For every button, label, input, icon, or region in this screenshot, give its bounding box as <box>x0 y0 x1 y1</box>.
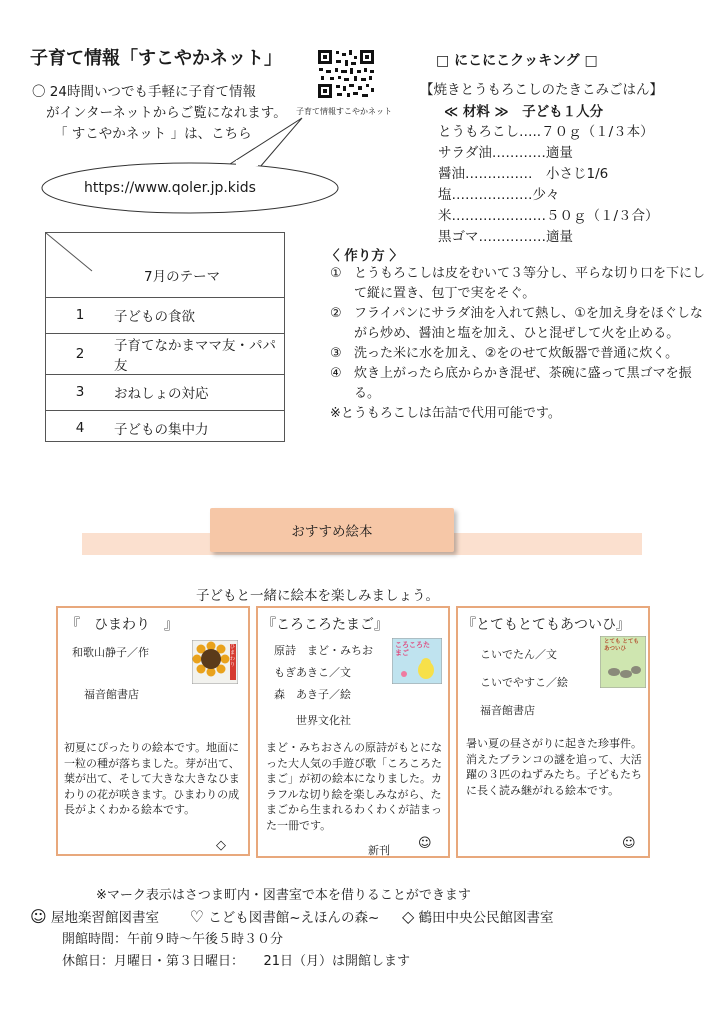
theme-num: 3 <box>46 374 114 410</box>
step-number: ③ <box>330 346 342 361</box>
step-text: 炊き上がったら底からかき混ぜ、茶碗に盛って黒ゴマを振る。 <box>354 366 692 401</box>
smiley-mark-icon: ☺ <box>622 836 636 851</box>
ingredient-item: 塩………………少々 <box>438 187 560 203</box>
book-description: 初夏にぴったりの絵本です。地面に一粒の種が落ちました。芽が出て、葉が出て、そして大きな大きなひまわりの花が咲きます。ひまわりの成長がよくわかる絵本です。 <box>64 741 240 816</box>
book-credit: 福音館書店 <box>84 688 139 701</box>
cooking-note: ※とうもろこしは缶詰で代用可能です。 <box>330 406 561 421</box>
steps-heading: 〈 作り方 〉 <box>326 248 403 264</box>
book-credit: 世界文化社 <box>296 714 351 727</box>
book-card-atsui[interactable] <box>456 606 650 858</box>
book-credit: もぎあきこ／文 <box>274 666 351 679</box>
library-name: こども図書館~えほんの森~ <box>208 910 380 926</box>
library-name: 鶴田中央公民館図書室 <box>418 910 554 926</box>
theme-label: 子どもの食欲 <box>114 297 284 333</box>
step-text: とうもろこしは皮をむいて３等分し、平らな切り口を下にして縦に置き、包丁で実をそぐ。 <box>354 266 706 301</box>
ingredient-list <box>438 122 659 248</box>
theme-table <box>45 232 285 442</box>
ingredient-item: とうもろこし…..７０ｇ（１/３本） <box>438 124 654 140</box>
step-item <box>326 304 706 344</box>
book-credit: 森 あき子／絵 <box>274 688 351 701</box>
book-description: 暑い夏の昼さがりに起きた珍事件。消えたブランコの謎を追って、大活躍の３匹のねずみたち。子どもたちに長く読み継がれる絵本です。 <box>466 737 642 797</box>
smiley-mark-icon: ☺ <box>418 836 432 851</box>
closed-days: 休館日：月曜日・第３日曜日： 21日（月）は開館します <box>62 954 411 969</box>
new-badge: 新刊 <box>368 844 390 857</box>
step-text: 洗った米に水を加え、②をのせて炊飯器で普通に炊く。 <box>354 346 679 361</box>
intro-line: がインターネットからご覧になれます。 <box>46 105 287 121</box>
theme-num: 1 <box>46 297 114 333</box>
cover-text: ひまわり <box>230 644 236 668</box>
qr-caption: 子育て情報すこやかネット <box>296 107 392 116</box>
qr-code-icon[interactable] <box>316 48 376 100</box>
table-corner <box>46 233 114 297</box>
opening-hours: 開館時間：午前９時～午後５時３０分 <box>62 932 284 947</box>
step-number: ④ <box>330 366 342 381</box>
step-text: フライパンにサラダ油を入れて熱し、①を加え身をほぐしながら炒め、醤油と塩を加え、ひと混ぜして火を止める。 <box>354 306 703 341</box>
smiley-icon: ☺ <box>30 907 47 926</box>
ingredient-item: 醤油…………… 小さじ1/6 <box>438 166 609 182</box>
theme-label: 子育てなかまママ友・パパ友 <box>114 333 284 374</box>
diamond-mark-icon: ◇ <box>216 838 226 853</box>
book-title: 『とてもとてもあついひ』 <box>462 617 630 633</box>
cooking-title: □ にこにこクッキング □ <box>436 53 598 69</box>
website-link[interactable]: https://www.qoler.jp.kids <box>84 180 256 196</box>
step-number: ① <box>330 266 342 281</box>
book-description: まど・みちおさんの原詩がもとになった大人気の手遊び歌「ころころたまご」が初の絵本になりました。カラフルな切り絵を楽しみながら、たまごから生まれるわくわくが詰まった一冊です。 <box>266 741 442 832</box>
book-title: 『 ひまわり 』 <box>66 617 178 633</box>
books-banner: おすすめ絵本 <box>210 508 454 552</box>
theme-header: 7月のテーマ <box>114 233 284 297</box>
ingredient-item: 米…………………５０ｇ（１/３合） <box>438 208 659 224</box>
materials-heading: ≪ 材料 ≫ 子ども１人分 <box>444 104 604 120</box>
book-credit: 和歌山静子／作 <box>72 646 149 659</box>
book-credit: 原詩 まど・みちお <box>274 644 373 657</box>
step-number: ② <box>330 306 342 321</box>
book-credit: こいでやすこ／絵 <box>480 676 568 689</box>
step-item <box>326 344 706 364</box>
cover-text: とても とてもあついひ <box>604 639 639 652</box>
intro-line: 「 すこやかネット 」は、こちら <box>54 126 252 142</box>
theme-label: 子どもの集中力 <box>114 422 209 439</box>
diagonal-line <box>46 233 114 297</box>
ingredient-item: 黒ゴマ……………適量 <box>438 229 573 245</box>
theme-num: 2 <box>46 333 114 374</box>
ingredient-item: サラダ油…………適量 <box>438 145 573 161</box>
library-name: 屋地楽習館図書室 <box>50 910 159 926</box>
step-item <box>326 364 706 404</box>
heart-icon: ♡ <box>189 907 204 926</box>
library-list <box>30 906 554 926</box>
info-intro <box>32 82 287 145</box>
intro-line: 〇 24時間いつでも手軽に子育て情報 <box>32 84 256 100</box>
books-lead: 子どもと一緒に絵本を楽しみましょう。 <box>196 588 439 604</box>
step-item <box>326 264 706 304</box>
diamond-icon: ◇ <box>401 907 415 926</box>
book-credit: 福音館書店 <box>480 704 535 717</box>
cover-text: ころころたまご <box>395 641 430 657</box>
book-title: 『ころころたまご』 <box>262 617 388 633</box>
theme-label: おねしょの対応 <box>114 374 284 410</box>
book-card-himawari[interactable] <box>56 606 250 856</box>
book-credit: こいでたん／文 <box>480 648 557 661</box>
steps-list <box>326 264 706 424</box>
theme-num: 4 <box>75 420 85 437</box>
mark-note: ※マーク表示はさつま町内・図書室で本を借りることができます <box>96 888 471 903</box>
book-card-korokoro[interactable] <box>256 606 450 858</box>
recipe-name: 【焼きとうもろこしのたきこみごはん】 <box>420 82 663 98</box>
info-title: 子育て情報「すこやかネット」 <box>30 48 282 69</box>
